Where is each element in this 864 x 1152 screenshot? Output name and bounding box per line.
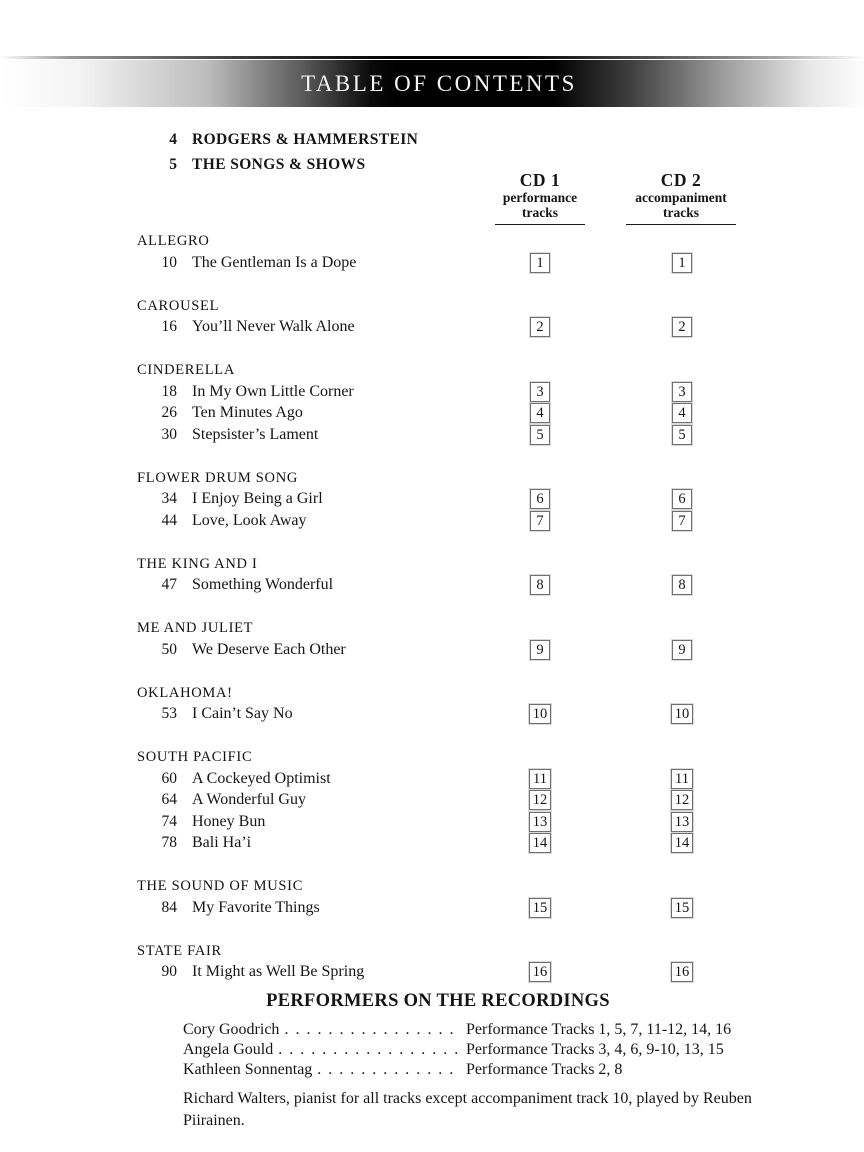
song-title: A Cockeyed Optimist — [192, 769, 331, 787]
song-page-number: 78 — [161, 834, 177, 852]
cd1-title: CD 1 — [519, 170, 561, 190]
song-list — [137, 575, 777, 597]
song-title: It Might as Well Be Spring — [192, 963, 365, 981]
song-row — [137, 317, 777, 339]
cd2-track-cell — [627, 812, 737, 832]
show-name: CINDERELLA — [137, 362, 236, 378]
cd1-track-cell — [495, 790, 585, 810]
song-list — [137, 252, 777, 274]
show-name: FLOWER DRUM SONG — [137, 469, 299, 486]
song-title: My Favorite Things — [192, 898, 320, 916]
song-page-number: 60 — [161, 769, 177, 787]
cd2-column-header — [626, 170, 736, 225]
dot-leader — [312, 1060, 460, 1080]
song-title: Love, Look Away — [192, 511, 307, 529]
performer-row — [183, 1060, 773, 1080]
song-row — [137, 424, 777, 446]
song-row — [137, 489, 777, 511]
cd2-track-number-box: 15 — [671, 898, 694, 918]
song-row — [137, 833, 777, 855]
performer-tracks: Performance Tracks 3, 4, 6, 9-10, 13, 15 — [466, 1041, 724, 1058]
cd1-track-cell — [495, 425, 585, 445]
cd1-track-number-box: 2 — [530, 317, 550, 337]
cd1-track-cell — [495, 640, 585, 660]
song-page-number: 30 — [161, 425, 177, 443]
cd1-track-number-box: 1 — [530, 253, 550, 273]
song-row — [137, 962, 777, 984]
song-row — [137, 790, 777, 812]
song-page-number: 64 — [161, 791, 177, 809]
cd2-track-cell — [627, 317, 737, 337]
cd2-track-cell — [627, 790, 737, 810]
cd2-track-number-box: 6 — [672, 489, 692, 509]
cd2-track-number-box: 10 — [671, 704, 694, 724]
cd1-track-number-box: 14 — [529, 833, 552, 853]
song-list — [137, 768, 777, 854]
cd1-subtitle-line1: performance — [502, 190, 578, 205]
cd1-track-number-box: 10 — [529, 704, 552, 724]
show-section — [137, 359, 777, 446]
contents-list — [137, 230, 777, 983]
song-page-number: 74 — [161, 812, 177, 830]
cd1-track-number-box: 12 — [529, 790, 552, 810]
cd2-track-cell — [627, 833, 737, 853]
cd1-column-header — [495, 170, 585, 225]
pianist-note: Richard Walters, pianist for all tracks except accompaniment track 10, played by Reuben Piirainen. — [183, 1090, 752, 1129]
show-name: ALLEGRO — [137, 233, 210, 249]
cd1-track-cell — [495, 317, 585, 337]
cd1-track-cell — [495, 382, 585, 402]
show-section — [137, 467, 777, 532]
cd1-track-number-box: 9 — [530, 640, 550, 660]
cd2-track-number-box: 9 — [672, 640, 692, 660]
song-title: Ten Minutes Ago — [192, 404, 303, 422]
song-row — [137, 768, 777, 790]
song-page-number: 10 — [161, 253, 177, 271]
banner-top-rule — [0, 56, 864, 59]
song-row — [137, 510, 777, 532]
song-page-number: 50 — [161, 640, 177, 658]
cd2-subtitle-line1: accompaniment — [635, 190, 727, 205]
cd2-title: CD 2 — [660, 170, 702, 190]
performer-row — [183, 1040, 773, 1060]
cd2-track-cell — [627, 575, 737, 595]
cd2-track-number-box: 14 — [671, 833, 694, 853]
performer-tracks: Performance Tracks 2, 8 — [466, 1061, 623, 1078]
song-title: Honey Bun — [192, 812, 266, 830]
cd2-track-number-box: 4 — [672, 403, 692, 423]
cd2-track-number-box: 5 — [672, 425, 692, 445]
cd1-track-number-box: 4 — [530, 403, 550, 423]
cd2-track-number-box: 7 — [672, 511, 692, 531]
song-row — [137, 811, 777, 833]
cd2-track-number-box: 2 — [672, 317, 692, 337]
show-section — [137, 553, 777, 597]
cd1-track-cell — [495, 769, 585, 789]
show-name: CAROUSEL — [137, 297, 220, 314]
song-row — [137, 897, 777, 919]
cd1-track-number-box: 3 — [530, 382, 550, 402]
cd1-track-number-box: 15 — [529, 898, 552, 918]
cd2-track-number-box: 11 — [671, 769, 693, 789]
performers-heading: PERFORMERS ON THE RECORDINGS — [266, 991, 610, 1011]
cd1-track-cell — [495, 511, 585, 531]
song-page-number: 34 — [161, 490, 177, 508]
song-page-number: 90 — [161, 963, 177, 981]
cd1-track-cell — [495, 833, 585, 853]
page-title: TABLE OF CONTENTS — [301, 70, 577, 96]
show-section — [137, 746, 777, 854]
front-matter-page-number: 5 — [169, 155, 177, 173]
cd2-track-cell — [627, 962, 737, 982]
front-matter-page-number: 4 — [169, 131, 177, 149]
dot-leader — [273, 1040, 460, 1060]
dot-leader — [279, 1020, 460, 1040]
cd1-track-cell — [495, 898, 585, 918]
performer-tracks: Performance Tracks 1, 5, 7, 11-12, 14, 16 — [466, 1021, 732, 1038]
cd2-track-number-box: 12 — [671, 790, 694, 810]
song-title: We Deserve Each Other — [192, 640, 346, 658]
cd2-track-cell — [627, 511, 737, 531]
cd2-track-number-box: 13 — [671, 812, 694, 832]
show-section — [137, 682, 777, 726]
cd1-subtitle-line2: tracks — [522, 204, 558, 220]
performers-list — [183, 1020, 773, 1080]
cd1-track-number-box: 5 — [530, 425, 550, 445]
cd2-track-cell — [627, 489, 737, 509]
performer-lead — [183, 1020, 460, 1040]
song-list — [137, 639, 777, 661]
cd2-track-cell — [627, 253, 737, 273]
cd2-track-cell — [627, 640, 737, 660]
cd-column-headers — [0, 170, 864, 228]
song-page-number: 16 — [161, 318, 177, 336]
song-list — [137, 381, 777, 446]
front-matter-title: RODGERS & HAMMERSTEIN — [192, 131, 419, 149]
song-row — [137, 704, 777, 726]
show-section — [137, 875, 777, 919]
cd2-track-cell — [627, 769, 737, 789]
show-name: STATE FAIR — [137, 942, 222, 959]
song-title: I Cain’t Say No — [192, 705, 293, 723]
cd2-track-cell — [627, 403, 737, 423]
song-row — [137, 381, 777, 403]
song-list — [137, 897, 777, 919]
song-title: In My Own Little Corner — [192, 382, 354, 400]
cd1-track-cell — [495, 575, 585, 595]
song-title: Stepsister’s Lament — [192, 425, 319, 443]
show-section — [137, 230, 777, 274]
cd1-track-cell — [495, 489, 585, 509]
performer-name: Cory Goodrich — [183, 1021, 280, 1038]
cd1-track-number-box: 13 — [529, 812, 552, 832]
show-section — [137, 940, 777, 984]
cd1-track-cell — [495, 812, 585, 832]
song-row — [137, 252, 777, 274]
performer-lead — [183, 1060, 460, 1080]
cd1-track-number-box: 16 — [529, 962, 552, 982]
song-page-number: 84 — [161, 898, 177, 916]
song-row — [137, 575, 777, 597]
cd1-track-number-box: 7 — [530, 511, 550, 531]
cd2-track-cell — [627, 382, 737, 402]
song-row — [137, 403, 777, 425]
cd1-track-cell — [495, 253, 585, 273]
song-list — [137, 489, 777, 532]
show-name: THE SOUND OF MUSIC — [137, 878, 304, 894]
show-name: OKLAHOMA! — [137, 684, 233, 701]
song-title: I Enjoy Being a Girl — [192, 490, 323, 508]
performer-row — [183, 1020, 773, 1040]
front-matter-title: THE SONGS & SHOWS — [192, 155, 366, 173]
show-name: SOUTH PACIFIC — [137, 749, 253, 765]
cd1-track-cell — [495, 704, 585, 724]
song-page-number: 47 — [161, 576, 177, 594]
cd2-track-cell — [627, 898, 737, 918]
cd1-track-cell — [495, 962, 585, 982]
cd2-track-number-box: 1 — [672, 253, 692, 273]
show-section — [137, 295, 777, 339]
show-name: THE KING AND I — [137, 555, 258, 572]
song-page-number: 44 — [161, 511, 177, 529]
cd1-track-number-box: 11 — [529, 769, 551, 789]
song-title: You’ll Never Walk Alone — [192, 318, 355, 336]
cd2-track-cell — [627, 704, 737, 724]
performer-lead — [183, 1040, 460, 1060]
header-banner — [0, 60, 864, 107]
song-page-number: 53 — [161, 705, 177, 723]
show-section — [137, 617, 777, 661]
front-matter-row — [137, 128, 637, 153]
song-row — [137, 639, 777, 661]
song-list — [137, 317, 777, 339]
song-list — [137, 962, 777, 984]
performer-name: Kathleen Sonnentag — [183, 1061, 313, 1078]
cd2-track-number-box: 16 — [671, 962, 694, 982]
song-page-number: 26 — [161, 404, 177, 422]
song-title: A Wonderful Guy — [192, 791, 306, 809]
cd1-track-cell — [495, 403, 585, 423]
song-title: The Gentleman Is a Dope — [192, 253, 357, 271]
cd1-track-number-box: 8 — [530, 575, 550, 595]
cd2-track-number-box: 3 — [672, 382, 692, 402]
cd2-track-cell — [627, 425, 737, 445]
performer-name: Angela Gould — [183, 1041, 274, 1058]
song-title: Bali Ha’i — [192, 834, 252, 852]
song-page-number: 18 — [161, 382, 177, 400]
show-name: ME AND JULIET — [137, 620, 254, 636]
cd2-subtitle-line2: tracks — [663, 204, 699, 220]
cd2-track-number-box: 8 — [672, 575, 692, 595]
song-list — [137, 704, 777, 726]
cd1-track-number-box: 6 — [530, 489, 550, 509]
song-title: Something Wonderful — [192, 576, 334, 594]
